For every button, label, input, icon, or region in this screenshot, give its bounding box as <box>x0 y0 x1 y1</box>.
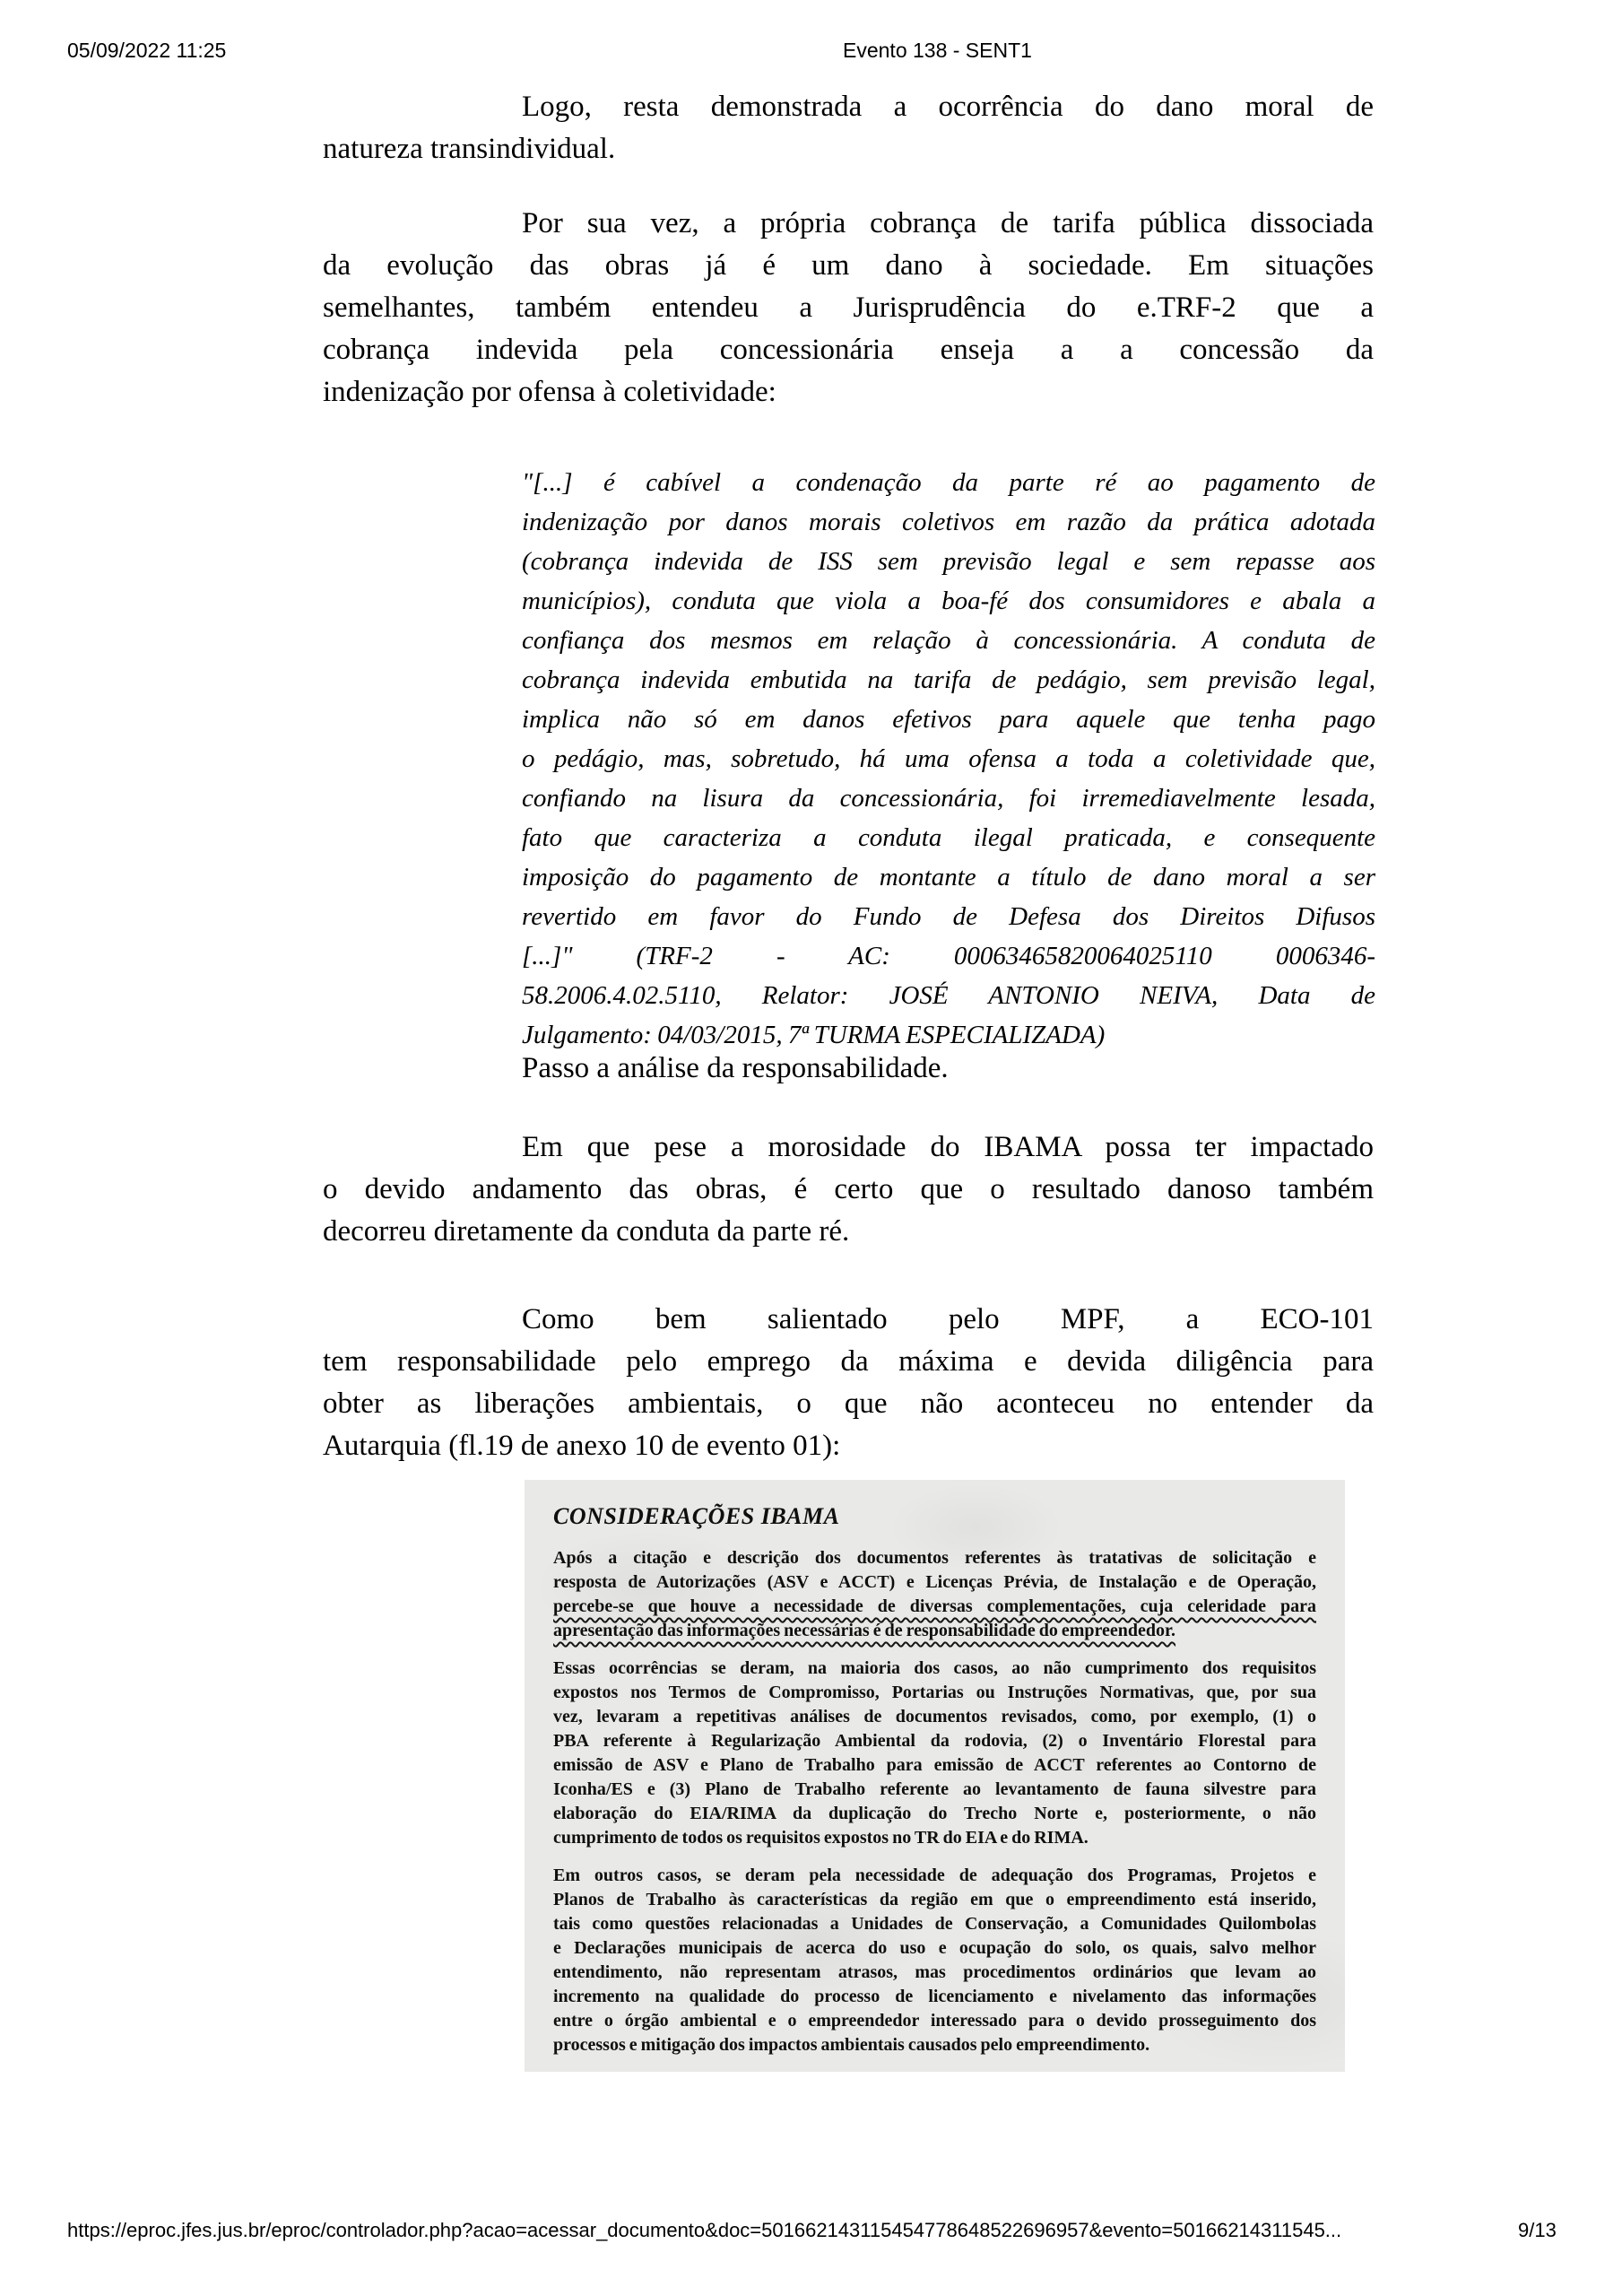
text-line: fato que caracteriza a conduta ilegal praticada, e consequente <box>522 823 1375 852</box>
text-line: obter as liberações ambientais, o que não aconteceu no entender da <box>323 1387 1374 1420</box>
paragraph-eco101-responsabilidade <box>323 1299 1374 1467</box>
text-line: [...]" (TRF-2 - AC: 00063465820064025110 0006346- <box>522 942 1375 970</box>
scan-paragraph-2 <box>553 1657 1316 1850</box>
text-line: semelhantes, também entendeu a Jurisprudência do e.TRF-2 que a <box>323 291 1374 324</box>
scan-paragraph-1 <box>553 1546 1316 1595</box>
text-line: Em outros casos, se deram pela necessidade de adequação dos Programas, Projetos e <box>553 1866 1316 1885</box>
paragraph-cobranca-tarifa <box>323 203 1374 413</box>
text-line: confiando na lisura da concessionária, foi irremediavelmente lesada, <box>522 784 1375 813</box>
text-line: revertido em favor do Fundo de Defesa dos Direitos Difusos <box>522 902 1375 931</box>
text-line: entre o órgão ambiental e o empreendedor interessado para o devido prosseguimento dos <box>553 2011 1316 2031</box>
text-line: tais como questões relacionadas a Unidades de Conservação, a Comunidades Quilombolas <box>553 1914 1316 1934</box>
scan-title: CONSIDERAÇÕES IBAMA <box>553 1503 840 1529</box>
header-event-title: Evento 138 - SENT1 <box>843 39 1032 62</box>
text-line: emissão de ASV e Plano de Trabalho para emissão de ACCT referentes ao Contorno de <box>553 1755 1316 1775</box>
text-line: e Declarações municipais de acerca do uso e ocupação do solo, os quais, salvo melhor <box>553 1938 1316 1958</box>
text-line: tem responsabilidade pelo emprego da máxima e devida diligência para <box>323 1345 1374 1378</box>
text-line: Julgamento: 04/03/2015, 7ª TURMA ESPECIALIZADA) <box>522 1021 1106 1049</box>
text-line: elaboração do EIA/RIMA da duplicação do Trecho Norte e, posteriormente, o não <box>553 1804 1316 1823</box>
text-line: cumprimento de todos os requisitos expostos no TR do EIA e do RIMA. <box>553 1828 1089 1848</box>
court-citation-quote <box>522 463 1375 1055</box>
header-datetime: 05/09/2022 11:25 <box>67 39 227 62</box>
text-line: percebe-se que houve a necessidade de diversas complementações, cuja celeridade para <box>553 1596 1316 1616</box>
paragraph-dano-moral <box>323 86 1374 170</box>
text-line: o pedágio, mas, sobretudo, há uma ofensa a toda a coletividade que, <box>522 744 1375 773</box>
text-line: apresentação das informações necessárias é de responsabilidade do empreendedor. <box>553 1621 1176 1640</box>
text-line: confiança dos mesmos em relação à concessionária. A conduta de <box>522 626 1375 655</box>
text-line: (cobrança indevida de ISS sem previsão legal e sem repasse aos <box>522 547 1375 576</box>
text-line: Passo a análise da responsabilidade. <box>522 1052 949 1084</box>
text-line: Logo, resta demonstrada a ocorrência do dano moral de <box>522 91 1374 123</box>
paragraph-morosidade-ibama <box>323 1126 1374 1253</box>
text-line: vez, levaram a repetitivas análises de documentos revisados, como, por exemplo, (1) o <box>553 1707 1316 1726</box>
text-line: Iconha/ES e (3) Plano de Trabalho referente ao levantamento de fauna silvestre para <box>553 1779 1316 1799</box>
text-line: indenização por danos morais coletivos em razão da prática adotada <box>522 508 1375 536</box>
scanned-excerpt-image <box>525 1480 1345 2072</box>
paragraph-passo-analise <box>323 1048 1374 1090</box>
text-line: indenização por ofensa à coletividade: <box>323 376 776 408</box>
footer-page-number: 9/13 <box>1518 2219 1557 2241</box>
text-line: municípios), conduta que viola a boa-fé dos consumidores e abala a <box>522 587 1375 615</box>
text-line: cobrança indevida pela concessionária enseja a a concessão da <box>323 334 1374 366</box>
scan-paragraph-3 <box>553 1864 1316 2057</box>
text-line: Planos de Trabalho às características da região em que o empreendimento está inserido, <box>553 1890 1316 1909</box>
footer-url: https://eproc.jfes.jus.br/eproc/controlador.php?acao=acessar_documento&doc=501662143115454778648522696957&evento=50166214311545... <box>67 2219 1342 2241</box>
text-line: cobrança indevida embutida na tarifa de pedágio, sem previsão legal, <box>522 665 1375 694</box>
text-line: expostos nos Termos de Compromisso, Portarias ou Instruções Normativas, que, por sua <box>553 1683 1316 1702</box>
text-line: Essas ocorrências se deram, na maioria dos casos, ao não cumprimento dos requisitos <box>553 1658 1316 1678</box>
text-line: resposta de Autorizações (ASV e ACCT) e Licenças Prévia, de Instalação e de Operação, <box>553 1572 1316 1592</box>
text-line: Após a citação e descrição dos documentos referentes às tratativas de solicitação e <box>553 1548 1316 1568</box>
text-line: o devido andamento das obras, é certo que o resultado danoso também <box>323 1173 1374 1205</box>
text-line: Por sua vez, a própria cobrança de tarifa pública dissociada <box>522 207 1374 239</box>
text-line: 58.2006.4.02.5110, Relator: JOSÉ ANTONIO NEIVA, Data de <box>522 981 1375 1010</box>
text-line: "[...] é cabível a condenação da parte ré ao pagamento de <box>522 468 1375 497</box>
text-line: PBA referente à Regularização Ambiental da rodovia, (2) o Inventário Florestal para <box>553 1731 1316 1751</box>
text-line: implica não só em danos efetivos para aquele que tenha pago <box>522 705 1375 734</box>
text-line: decorreu diretamente da conduta da parte ré. <box>323 1215 850 1248</box>
text-line: entendimento, não representam atrasos, mas procedimentos ordinários que levam ao <box>553 1962 1316 1982</box>
text-line: processos e mitigação dos impactos ambientais causados pelo empreendimento. <box>553 2035 1150 2055</box>
text-line: Em que pese a morosidade do IBAMA possa ter impactado <box>522 1131 1374 1163</box>
text-line: da evolução das obras já é um dano à sociedade. Em situações <box>323 249 1374 282</box>
text-line: Autarquia (fl.19 de anexo 10 de evento 01): <box>323 1430 841 1462</box>
text-line: natureza transindividual. <box>323 133 616 165</box>
text-line: imposição do pagamento de montante a título de dano moral a ser <box>522 863 1375 891</box>
text-line: incremento na qualidade do processo de licenciamento e nivelamento das informações <box>553 1987 1316 2006</box>
text-line: Como bem salientado pelo MPF, a ECO-101 <box>522 1303 1374 1335</box>
scan-paragraph-1-underlined <box>553 1595 1316 1643</box>
